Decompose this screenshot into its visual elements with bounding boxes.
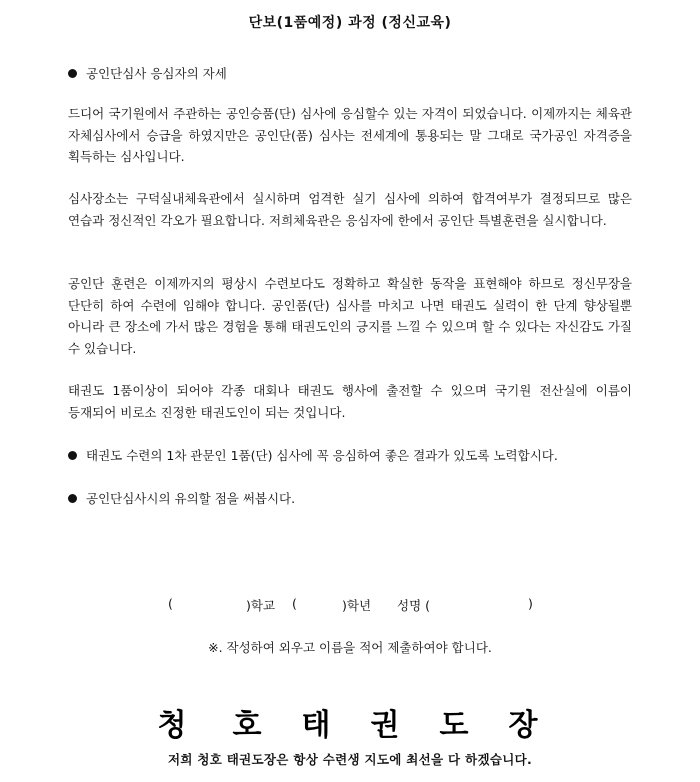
paragraph-intro: 드디어 국기원에서 주관하는 공인승품(단) 심사에 응심할수 있는 자격이 되었습니다. 이제까지는 체육관 자체심사에서 승급을 하였지만은 공인단(품) 심사는 전세계에 통용되는 말 그대로 국가공인 자격증을 획득하는 심사입니다. <box>68 106 632 164</box>
grade-field[interactable] <box>300 596 342 612</box>
name-field[interactable] <box>440 596 528 612</box>
school-name-char: 호 <box>232 708 262 743</box>
name-label: 성명 ( <box>397 598 431 613</box>
school-open-paren: ( <box>168 596 173 611</box>
school-name-char: 태 <box>301 708 331 743</box>
school-motto: 저희 청호 태권도장은 항상 수련생 지도에 최선을 다 하겠습니다. <box>167 752 532 767</box>
school-name-char: 권 <box>370 708 400 743</box>
bullet-dot-icon <box>68 69 77 78</box>
bullet-write <box>68 489 295 507</box>
bullet-goal <box>68 446 558 464</box>
school-name-char: 청 <box>157 708 187 743</box>
name-close-paren: ) <box>528 596 533 611</box>
bullet-write-text: 공인단심사시의 유의할 점을 써봅시다. <box>86 491 296 506</box>
paragraph-location: 심사장소는 구덕실내체육관에서 실시하며 엄격한 실기 심사에 의하여 합격여부가 결정되므로 많은 연습과 정신적인 각오가 필요합니다. 저희체육관은 응심자에 한에서 공인단 특별훈련을 실시합니다. <box>68 191 632 228</box>
school-label: )학교 <box>246 598 276 613</box>
paragraph-training: 공인단 훈련은 이제까지의 평상시 수련보다도 정확하고 확실한 동작을 표현해야 하므로 정신무장을 단단히 하여 수련에 임해야 합니다. 공인품(단) 심사를 마치고 나면 태권도 실력이 한 단계 향상될뿐 아니라 큰 장소에 가서 많은 경험을 통해 태권도인의 긍지를 느낄 수 있으며 할 수 있다는 자신감도 가질 수 있습니다. <box>68 276 632 356</box>
grade-open-paren: ( <box>292 596 297 611</box>
bullet-attitude <box>68 64 227 82</box>
bullet-goal-text: 태권도 수련의 1차 관문인 1품(단) 심사에 꼭 응심하여 좋은 결과가 있도록 노력합시다. <box>86 448 558 463</box>
document-title: 단보(1품예정) 과정 (정신교육) <box>248 15 452 31</box>
bullet-dot-icon <box>68 494 77 503</box>
school-field[interactable] <box>176 596 246 612</box>
bullet-attitude-text: 공인단심사 응심자의 자세 <box>86 66 227 81</box>
school-name-char: 도 <box>439 708 469 743</box>
bullet-dot-icon <box>68 451 77 460</box>
school-name-char: 장 <box>508 708 538 743</box>
grade-label: )학년 <box>342 598 372 613</box>
submission-note: ※. 작성하여 외우고 이름을 적어 제출하여야 합니다. <box>208 640 492 655</box>
paragraph-qualification: 태권도 1품이상이 되어야 각종 대회나 태권도 행사에 출전할 수 있으며 국기원 전산실에 이름이 등재되어 비로소 진정한 태권도인이 되는 것입니다. <box>68 383 632 420</box>
